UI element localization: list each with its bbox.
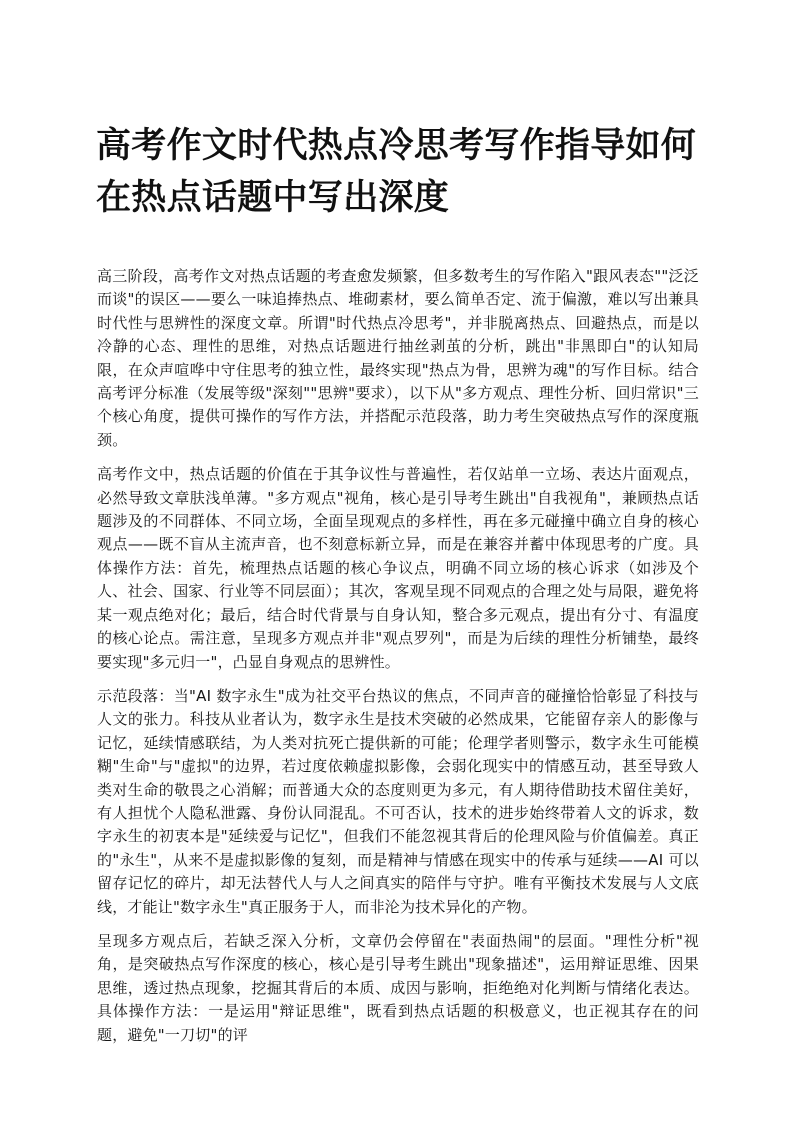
- paragraph-example: 示范段落：当"AI 数字永生"成为社交平台热议的焦点，不同声音的碰撞恰恰彰显了科技与人文的张力。科技从业者认为，数字永生是技术突破的必然成果，它能留存亲人的影像与记忆，延续情感联结，为人类对抗死亡提供新的可能；伦理学者则警示，数字永生可能模糊"生命"与"虚拟"的边界，若过度依赖虚拟影像，会弱化现实中的情感互动，甚至导致人类对生命的敬畏之心消解；而普通大众的态度则更为多元，有人期待借助技术留住美好，有人担忧个人隐私泄露、身份认同混乱。不可否认，技术的进步始终带着人文的诉求，数字永生的初衷本是"延续爱与记忆"，但我们不能忽视其背后的伦理风险与价值偏差。真正的"永生"，从来不是虚拟影像的复刻，而是精神与情感在现实中的传承与延续——AI 可以留存记忆的碎片，却无法替代人与人之间真实的陪伴与守护。唯有平衡技术发展与人文底线，才能让"数字永生"真正服务于人，而非沦为技术异化的产物。: [97, 686, 699, 916]
- paragraph-multiple-viewpoints: 高考作文中，热点话题的价值在于其争议性与普遍性，若仅站单一立场、表达片面观点，必然导致文章肤浅单薄。"多方观点"视角，核心是引导考生跳出"自我视角"，兼顾热点话题涉及的不同群体、不同立场，全面呈现观点的多样性，再在多元碰撞中确立自身的核心观点——既不盲从主流声音，也不刻意标新立异，而是在兼容并蓄中体现思考的广度。具体操作方法：首先，梳理热点话题的核心争议点，明确不同立场的核心诉求（如涉及个人、社会、国家、行业等不同层面）；其次，客观呈现不同观点的合理之处与局限，避免将某一观点绝对化；最后，结合时代背景与自身认知，整合多元观点，提出有分寸、有温度的核心论点。需注意，呈现多方观点并非"观点罗列"，而是为后续的理性分析铺垫，最终要实现"多元归一"，凸显自身观点的思辨性。: [97, 465, 699, 671]
- document-body: [97, 265, 699, 1058]
- document-title: 高考作文时代热点冷思考写作指导如何在热点话题中写出深度: [96, 126, 697, 218]
- paragraph-intro: 高三阶段，高考作文对热点话题的考查愈发频繁，但多数考生的写作陷入"跟风表态""泛泛而谈"的误区——要么一味追捧热点、堆砌素材，要么简单否定、流于偏激，难以写出兼具时代性与思辨性的深度文章。所谓"时代热点冷思考"，并非脱离热点、回避热点，而是以冷静的心态、理性的思维，对热点话题进行抽丝剥茧的分析，跳出"非黑即白"的认知局限，在众声喧哗中守住思考的独立性，最终实现"热点为骨，思辨为魂"的写作目标。结合高考评分标准（发展等级"深刻""思辨"要求），以下从"多方观点、理性分析、回归常识"三个核心角度，提供可操作的写作方法，并搭配示范段落，助力考生突破热点写作的深度瓶颈。: [97, 267, 699, 449]
- paragraph-rational-analysis: 呈现多方观点后，若缺乏深入分析，文章仍会停留在"表面热闹"的层面。"理性分析"视角，是突破热点写作深度的核心，核心是引导考生跳出"现象描述"，运用辩证思维、因果思维，透过热点现象，挖掘其背后的本质、成因与影响，拒绝绝对化判断与情绪化表达。具体操作方法：一是运用"辩证思维"，既看到热点话题的积极意义，也正视其存在的问题，避免"一刀切"的评: [97, 931, 699, 1044]
